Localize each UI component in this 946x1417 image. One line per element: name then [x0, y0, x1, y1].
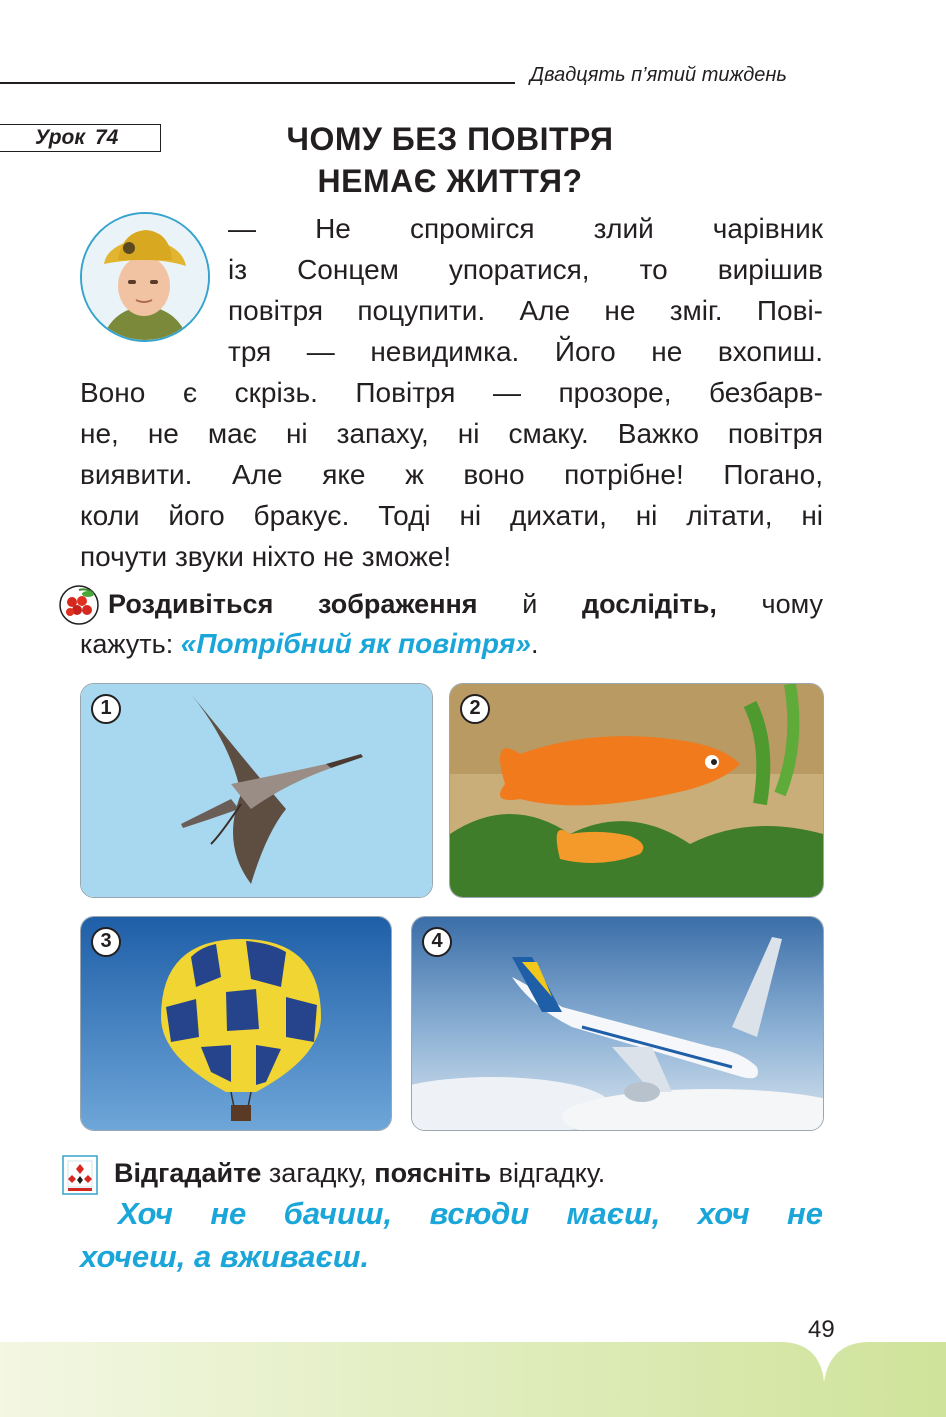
story-text-top: [228, 208, 823, 372]
task1-end: .: [531, 629, 539, 659]
header-rule: [0, 82, 515, 84]
photo-number-badge: 2: [460, 694, 490, 724]
photo-balloon: [80, 916, 392, 1131]
crane-bird-icon: [81, 684, 432, 897]
story-line: почути звуки ніхто не зможе!: [80, 541, 452, 572]
story-text-bottom: [80, 372, 823, 577]
task-examine-images: [80, 584, 823, 659]
task1-bold-1: Роздивіться зображення: [108, 589, 478, 619]
page-number: 49: [808, 1316, 835, 1343]
story-line: із Сонцем упоратися, то вирішив: [228, 254, 823, 285]
story-line: тря — невидимка. Його не вхопиш.: [228, 336, 823, 367]
task1-text-3: кажуть:: [80, 629, 174, 659]
lesson-number: 74: [95, 126, 119, 149]
boy-in-hat-icon: [82, 214, 208, 340]
story-line: — Не спромігся злий чарівник: [228, 213, 823, 244]
task2-bold-2: поясніть: [374, 1158, 492, 1188]
story-line: не, не має ні запаху, ні смаку. Важко повітря: [80, 418, 823, 449]
story-line: коли його бракує. Тоді ні дихати, ні літати, ні: [80, 500, 823, 531]
footer-band: [0, 1342, 946, 1417]
airplane-icon: [412, 917, 823, 1130]
boy-avatar: [80, 212, 210, 342]
task1-text-2: чому: [761, 589, 823, 619]
hot-air-balloon-icon: [81, 917, 391, 1130]
task2-bold-1: Відгадайте: [114, 1158, 262, 1188]
goldfish-icon: [450, 684, 823, 897]
task1-line-2: [80, 624, 539, 664]
photo-number-badge: 1: [91, 694, 121, 724]
photo-number-badge: 3: [91, 927, 121, 957]
title-line-2: НЕМАЄ ЖИТТЯ?: [317, 163, 583, 199]
story-line: Воно є скрізь. Повітря — прозоре, безбарв-: [80, 377, 823, 408]
task1-quote: «Потрібний як повітря»: [180, 628, 531, 659]
riddle-line-1: Хоч не бачиш, всюди маєш, хоч не: [118, 1196, 823, 1231]
photo-airplane: [411, 916, 824, 1131]
lesson-box: [0, 124, 161, 152]
task1-line-1: [108, 584, 823, 624]
task2-text-1: загадку,: [268, 1158, 367, 1188]
riddle-line-2: хочеш, а вживаєш.: [80, 1239, 370, 1274]
task1-text-1: й: [522, 589, 538, 619]
story-line: виявити. Але яке ж воно потрібне! Погано,: [80, 459, 823, 490]
page-title: [210, 118, 690, 202]
story-line: повітря поцупити. Але не зміг. Пові-: [228, 295, 823, 326]
title-line-1: ЧОМУ БЕЗ ПОВІТРЯ: [286, 121, 614, 157]
photo-number-badge: 4: [422, 927, 452, 957]
task-riddle-instruction: [114, 1154, 605, 1192]
lesson-label: Урок: [35, 126, 85, 149]
task1-bold-2: дослідіть,: [581, 589, 717, 619]
riddle-text: [80, 1192, 823, 1278]
photo-goldfish: [449, 683, 824, 898]
viburnum-berry-icon: [58, 584, 100, 626]
photo-crane: [80, 683, 433, 898]
task2-text-2: відгадку.: [498, 1158, 606, 1188]
embroidery-pattern-icon: [62, 1155, 98, 1195]
week-label: Двадцять п’ятий тиждень: [530, 64, 787, 86]
